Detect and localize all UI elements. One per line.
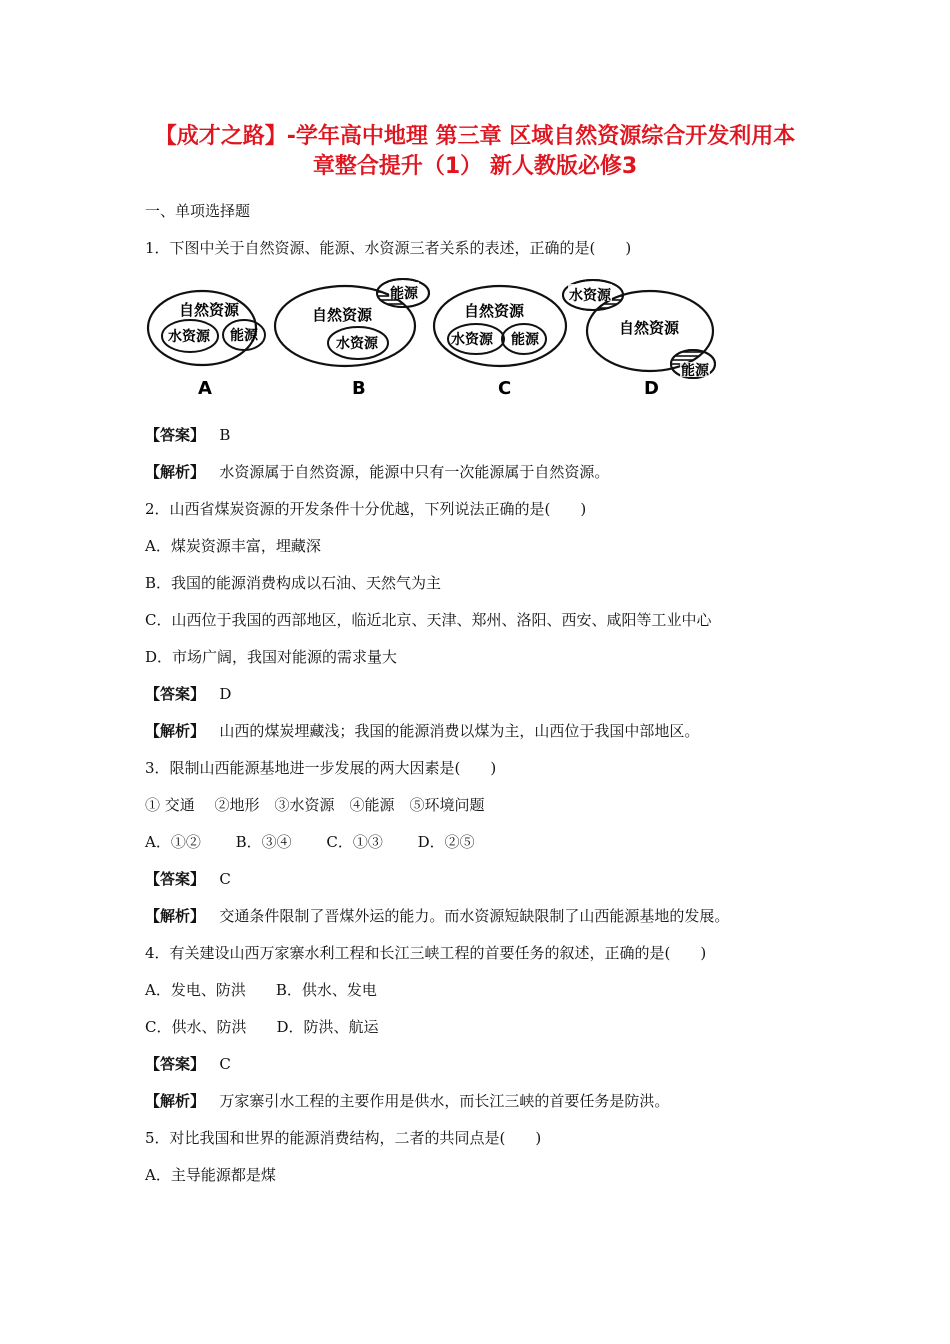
label-water: 水资源 [168,329,210,345]
question-2-option-d: D．市场广阔，我国对能源的需求量大 [145,648,398,666]
label-natural: 自然资源 [312,306,373,324]
analysis-tag: 【解析】 [145,722,206,740]
question-4-options-row-1: A．发电、防洪 B．供水、发电 [145,981,377,999]
analysis-text: 水资源属于自然资源，能源中只有一次能源属于自然资源。 [219,463,610,481]
answer-value: D [219,685,232,703]
option-c-diagram [434,286,566,399]
question-3-analysis [145,906,729,926]
option-c-label: C [498,378,512,399]
question-2-option-c: C．山西位于我国的西部地区，临近北京、天津、郑州、洛阳、西安、咸阳等工业中心 [145,611,712,629]
question-1-analysis [145,462,609,482]
question-1-answer [145,425,230,445]
option-a-diagram [148,291,265,399]
answer-tag: 【答案】 [145,426,206,444]
question-2-option-a: A．煤炭资源丰富，埋藏深 [145,537,321,555]
analysis-text: 万家寨引水工程的主要作用是供水，而长江三峡的首要任务是防洪。 [219,1092,670,1110]
question-2-stem: 2．山西省煤炭资源的开发条件十分优越，下列说法正确的是( ) [145,500,587,518]
label-energy: 能源 [390,286,418,302]
label-water: 水资源 [569,288,611,304]
question-4-stem: 4．有关建设山西万家寨水利工程和长江三峡工程的首要任务的叙述，正确的是( ) [145,944,707,962]
answer-value: C [219,1055,231,1073]
label-natural: 自然资源 [179,301,240,319]
label-water: 水资源 [451,332,493,348]
option-b-label: B [352,378,366,399]
label-natural: 自然资源 [619,319,680,337]
label-water: 水资源 [336,336,378,352]
answer-tag: 【答案】 [145,870,206,888]
section-heading: 一、单项选择题 [145,202,251,220]
question-2-option-b: B．我国的能源消费构成以石油、天然气为主 [145,574,442,592]
question-3-answer [145,869,231,889]
label-energy: 能源 [681,363,709,379]
document-title-line-1: 【成才之路】-学年高中地理 第三章 区域自然资源综合开发利用本 [154,124,796,149]
analysis-text: 山西的煤炭埋藏浅；我国的能源消费以煤为主，山西位于我国中部地区。 [219,722,700,740]
question-3-options: A．①② B．③④ C．①③ D．②⑤ [145,833,475,851]
resource-relationship-figure [145,278,745,403]
question-5-stem: 5．对比我国和世界的能源消费结构，二者的共同点是( ) [145,1129,542,1147]
question-3-factors: ① 交通 ②地形 ③水资源 ④能源 ⑤环境问题 [145,796,485,814]
question-4-answer [145,1054,231,1074]
answer-value: B [219,426,231,444]
analysis-tag: 【解析】 [145,463,206,481]
question-5-option-a: A．主导能源都是煤 [145,1166,276,1184]
answer-tag: 【答案】 [145,1055,206,1073]
answer-tag: 【答案】 [145,685,206,703]
natural-resource-ellipse [434,286,566,366]
option-d-label: D [644,378,659,399]
question-4-analysis [145,1091,669,1111]
document-title-line-2: 章整合提升（1） 新人教版必修3 [312,154,638,179]
question-3-stem: 3．限制山西能源基地进一步发展的两大因素是( ) [145,759,497,777]
question-4-options-row-2: C．供水、防洪 D．防洪、航运 [145,1018,379,1036]
answer-value: C [219,870,231,888]
label-energy: 能源 [230,328,258,344]
analysis-text: 交通条件限制了晋煤外运的能力。而水资源短缺限制了山西能源基地的发展。 [219,907,730,925]
question-1-stem: 1．下图中关于自然资源、能源、水资源三者关系的表述，正确的是( ) [145,239,632,257]
option-d-diagram [563,280,715,399]
option-a-label: A [198,378,212,399]
label-energy: 能源 [511,332,539,348]
option-b-diagram [275,279,429,399]
question-2-analysis [145,721,699,741]
label-natural: 自然资源 [464,302,525,320]
analysis-tag: 【解析】 [145,907,206,925]
analysis-tag: 【解析】 [145,1092,206,1110]
question-2-answer [145,684,231,704]
